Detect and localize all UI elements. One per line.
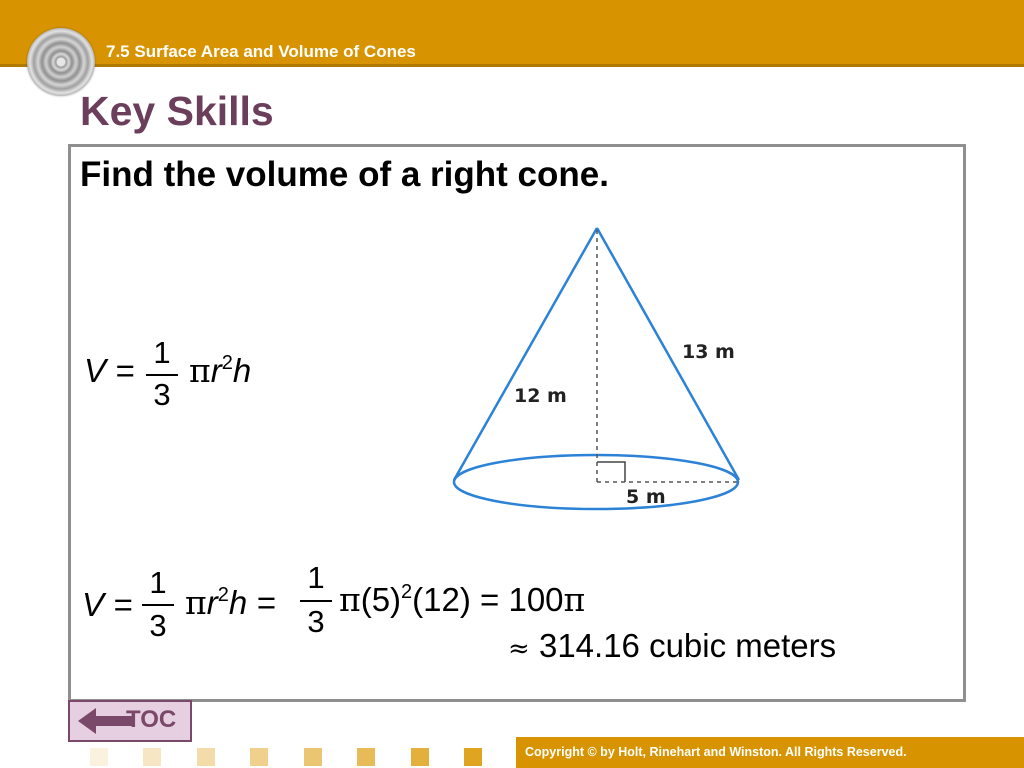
formula-fraction-bar [146,374,178,376]
solution-lhs: V = [82,586,133,623]
solution-fraction1-numerator: 1 [149,565,167,600]
slant-height-label: 13 m [682,341,735,363]
concentric-circles-logo-icon [27,28,95,96]
solution-approximation [508,627,836,665]
approx-value: 314.16 cubic meters [538,627,837,664]
section-title: 7.5 Surface Area and Volume of Cones [106,42,416,61]
solution-fraction1-denominator: 3 [149,608,167,643]
decorative-dot [411,748,429,766]
formula-lhs: V = [84,352,135,389]
solution-exponent2: 2 [401,581,413,603]
problem-prompt: Find the volume of a right cone. [80,155,609,194]
formula-fraction-denominator: 3 [153,377,171,412]
page-heading: Key Skills [80,88,274,134]
formula-h: h [232,352,252,389]
decorative-dot [464,748,482,766]
formula-pi: π [189,351,211,390]
header-divider [0,64,1024,67]
decorative-dot [357,748,375,766]
solution-fraction2-numerator: 1 [307,560,325,595]
solution-fraction2-bar [300,600,332,602]
solution-radius-value: (5) [360,581,402,618]
formula-expression [189,351,251,390]
right-angle-marker [597,462,625,482]
formula-r: r [210,352,222,389]
decorative-dot [197,748,215,766]
toc-label[interactable]: TOC [126,706,177,733]
decorative-dot [304,748,322,766]
solution-general-term [185,583,276,622]
solution-pi: π [185,583,207,622]
approx-symbol: ≈ [508,634,530,664]
solution-substitution [339,580,585,619]
cone-left-side [454,228,597,480]
solution-pi-substituted: π [339,580,361,619]
solution-fraction2-denominator: 3 [307,604,325,639]
cone-diagram [440,220,760,520]
height-label: 12 m [514,385,567,407]
solution-r: r [206,584,218,621]
solution-height-value: (12) = 100 [412,581,564,618]
decorative-dot [143,748,161,766]
solution-h-equals: h = [228,584,276,621]
formula-exponent: 2 [221,352,233,374]
solution-pi-result: π [563,580,586,619]
radius-label: 5 m [626,486,666,508]
decorative-dot [250,748,268,766]
copyright-notice: Copyright © by Holt, Rinehart and Winston. All Rights Reserved. [525,745,907,759]
solution-fraction1-bar [142,604,174,606]
decorative-dot [90,748,108,766]
solution-exponent1: 2 [217,584,229,606]
formula-fraction-numerator: 1 [153,335,171,370]
